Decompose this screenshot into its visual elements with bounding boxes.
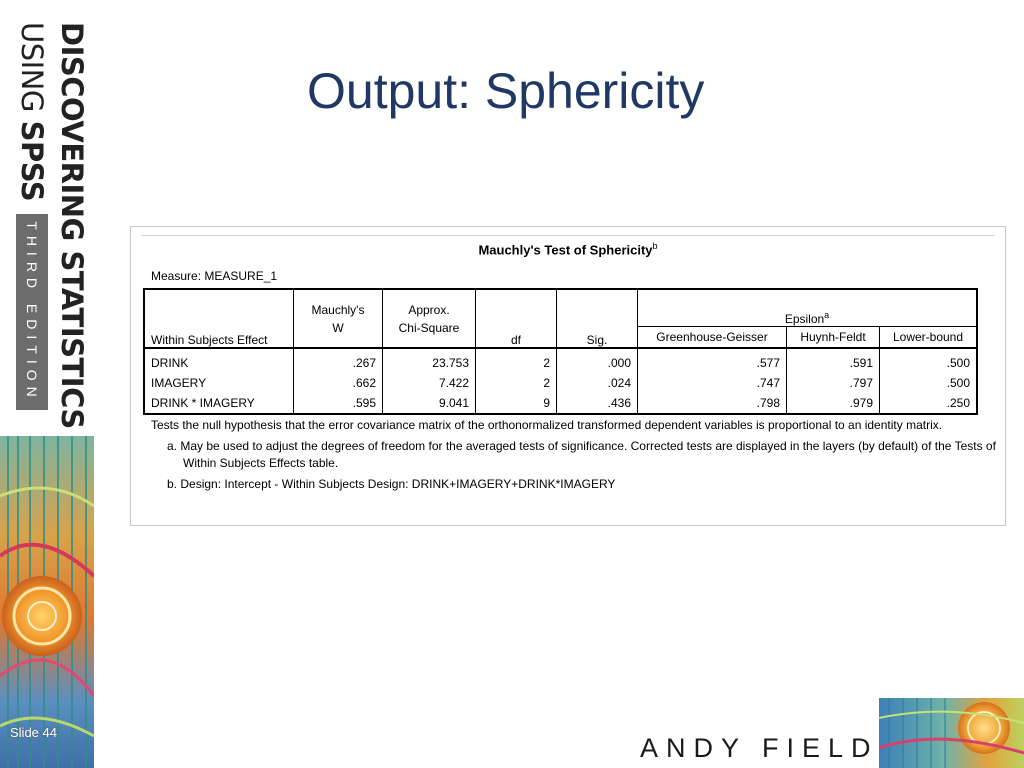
cell-gg: .577: [638, 348, 787, 373]
cell-df: 9: [476, 393, 557, 414]
table-title-text: Mauchly's Test of Sphericity: [478, 242, 653, 258]
measure-label: Measure: MEASURE_1: [151, 269, 278, 283]
header-chi-square: Approx. Chi-Square: [383, 289, 476, 348]
cell-chi: 23.753: [383, 348, 476, 373]
cell-sig: .024: [557, 373, 638, 393]
header-row-1: [144, 289, 977, 327]
footnote-main: Tests the null hypothesis that the error covariance matrix of the orthonormalized transformed dependent variables is proportional to an identity matrix.: [151, 418, 943, 432]
table-footnotes: [151, 417, 1001, 497]
header-df: df: [476, 289, 557, 348]
table-title-superscript: b: [652, 241, 658, 251]
edition-badge: THIRD EDITION: [16, 214, 48, 410]
slide-title: Output: Sphericity: [307, 63, 705, 119]
cell-sig: .000: [557, 348, 638, 373]
footnote-a: a. May be used to adjust the degrees of freedom for the averaged tests of significance. Corrected tests are displayed in the layers (by default) of the Tests of Within Subjects Effects table.: [167, 439, 996, 470]
cell-hf: .591: [787, 348, 880, 373]
header-mauchly-w: Mauchly's W: [294, 289, 383, 348]
header-greenhouse-geisser: Greenhouse-Geisser: [638, 327, 787, 349]
header-epsilon: Epsilon$^a$: [638, 289, 978, 327]
cell-lb: .500: [946, 356, 970, 370]
cell-hf: .797: [787, 373, 880, 393]
spss-output-box: [130, 226, 1006, 526]
cell-gg: .798: [638, 393, 787, 414]
output-top-rule: [141, 235, 995, 236]
header-lower-bound: Lower-bound: [892, 330, 964, 344]
slide-number: Slide 44: [10, 725, 57, 740]
header-huynh-feldt: Huynh-Feldt: [787, 327, 880, 349]
cell-effect: DRINK * IMAGERY: [144, 393, 294, 414]
cell-chi: 7.422: [383, 373, 476, 393]
cell-w: .662: [294, 373, 383, 393]
table-title: [131, 241, 1005, 257]
cell-effect: IMAGERY: [144, 373, 294, 393]
table-row: [144, 393, 977, 414]
cell-w: .267: [294, 348, 383, 373]
cell-gg: .747: [638, 373, 787, 393]
cell-w: .595: [294, 393, 383, 414]
cell-df: 2: [476, 373, 557, 393]
cell-lb: .250: [946, 396, 970, 410]
brand-title-line1: DISCOVERING STATISTICS: [55, 22, 89, 429]
header-sig: Sig.: [557, 289, 638, 348]
cell-lb: .500: [946, 376, 970, 390]
cell-sig: .436: [557, 393, 638, 414]
cell-effect: DRINK: [144, 348, 294, 373]
table-row: [144, 348, 977, 373]
header-effect: Within Subjects Effect: [144, 289, 294, 348]
sphericity-table: [143, 288, 978, 415]
brand-title-line2: [14, 22, 50, 201]
cell-chi: 9.041: [383, 393, 476, 414]
footnote-b: b. Design: Intercept - Within Subjects Design: DRINK+IMAGERY+DRINK*IMAGERY: [167, 477, 616, 491]
branding-rotated: [10, 22, 90, 429]
decorative-art-right: [879, 698, 1024, 768]
cell-hf: .979: [787, 393, 880, 414]
cell-df: 2: [476, 348, 557, 373]
book-branding: [10, 22, 90, 429]
brand-spss: SPSS: [15, 120, 49, 202]
author-name: ANDY FIELD: [640, 733, 879, 763]
decorative-art-left: [0, 436, 94, 768]
brand-using: USING: [15, 22, 49, 121]
table-row: [144, 373, 977, 393]
